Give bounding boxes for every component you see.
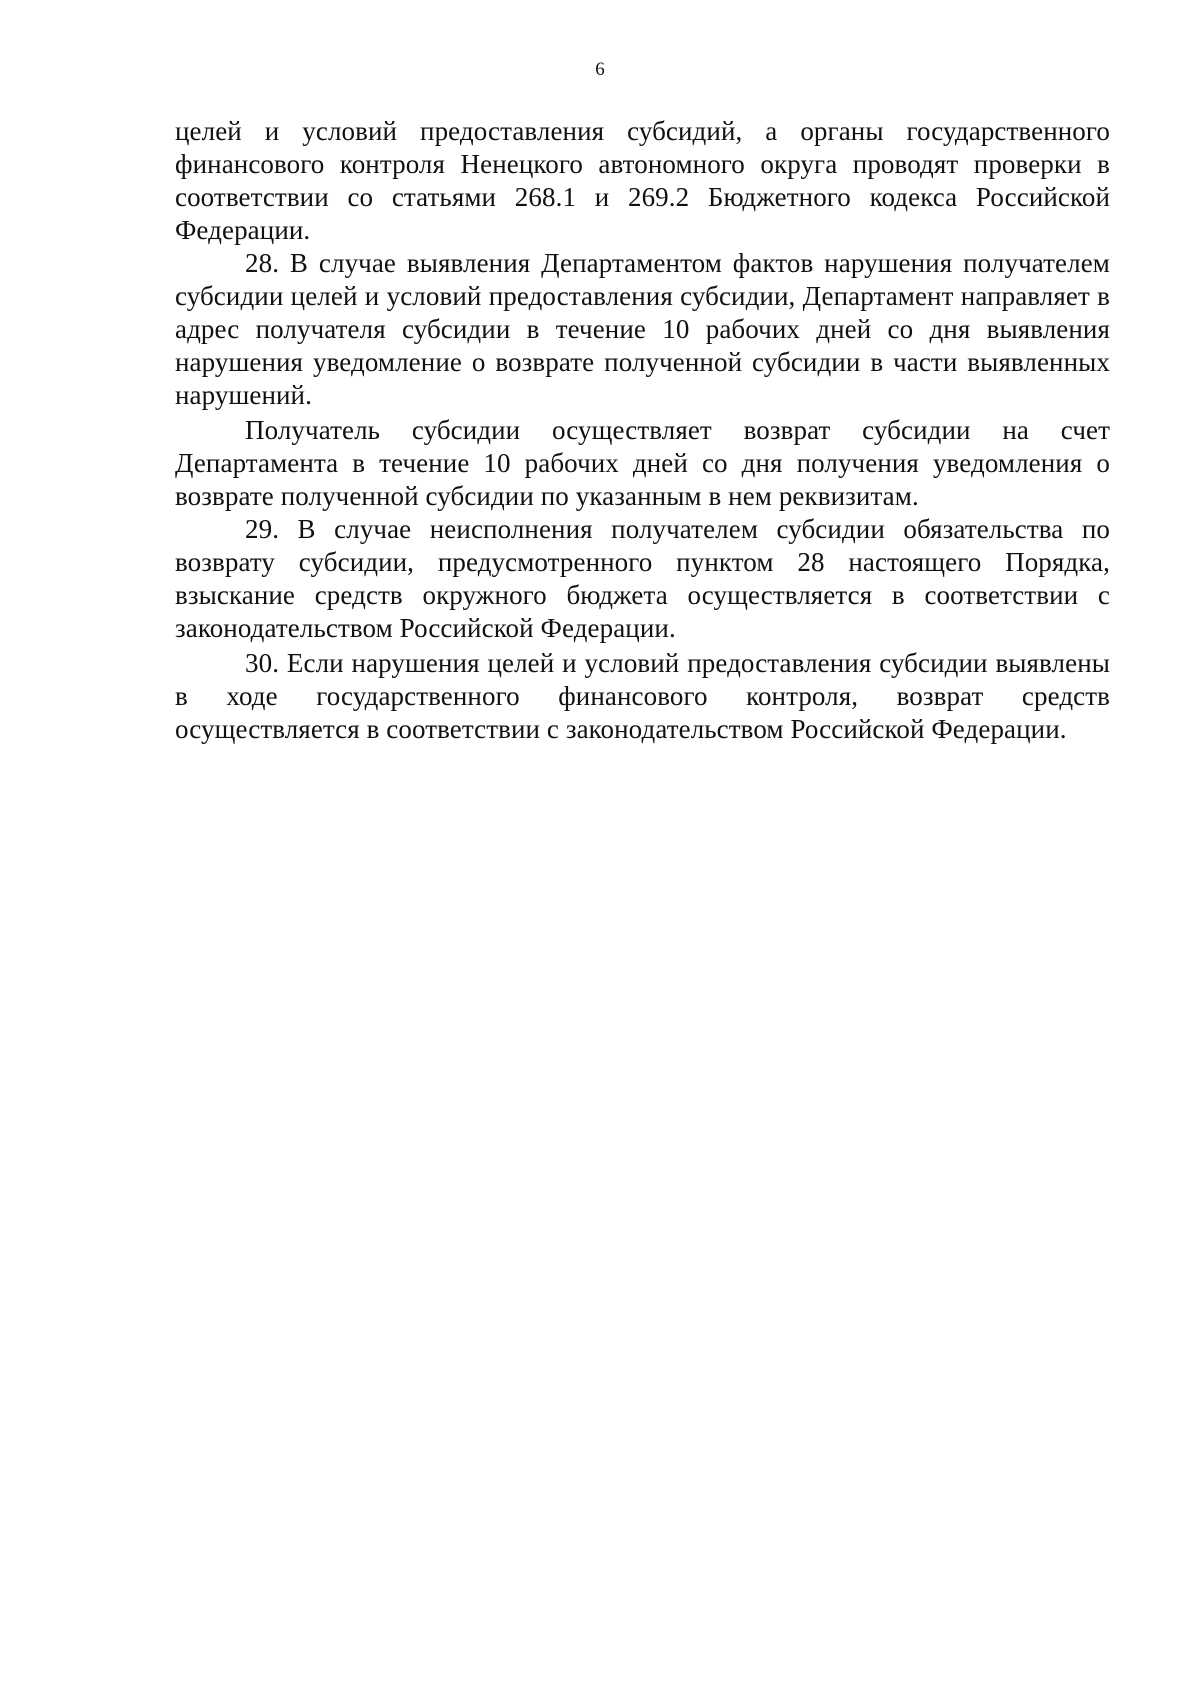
paragraph-item-29: 29. В случае неисполнения получателем субсидии обязательства по возврату субсидии, предусмотренного пунктом 28 настоящего Порядка, взыскание средств окружного бюджета осуществляется в соответствии с законодательством Российской Федерации. (175, 514, 1110, 643)
page-number: 6 (595, 59, 605, 80)
paragraph-item-28: 28. В случае выявления Департаментом фактов нарушения получателем субсидии целей и условий предоставления субсидии, Департамент направляет в адрес получателя субсидии в течение 10 рабочих дней со дня выявления нарушения уведомление о возврате полученной субсидии в части выявленных нарушений. (175, 248, 1110, 410)
paragraph-item-30: 30. Если нарушения целей и условий предоставления субсидии выявлены в ходе государственного финансового контроля, возврат средств осуществляется в соответствии с законодательством Российской Федерации. (175, 648, 1110, 744)
paragraph-continuation: целей и условий предоставления субсидий, а органы государственного финансового контроля Ненецкого автономного округа проводят проверки в соответствии со статьями 268.1 и 269.2 Бюджетного кодекса Российской Федерации. (175, 116, 1110, 245)
paragraph-recipient-refund: Получатель субсидии осуществляет возврат субсидии на счет Департамента в течение 10 рабочих дней со дня получения уведомления о возврате полученной субсидии по указанным в нем реквизитам. (175, 415, 1110, 511)
document-body (175, 115, 1110, 746)
